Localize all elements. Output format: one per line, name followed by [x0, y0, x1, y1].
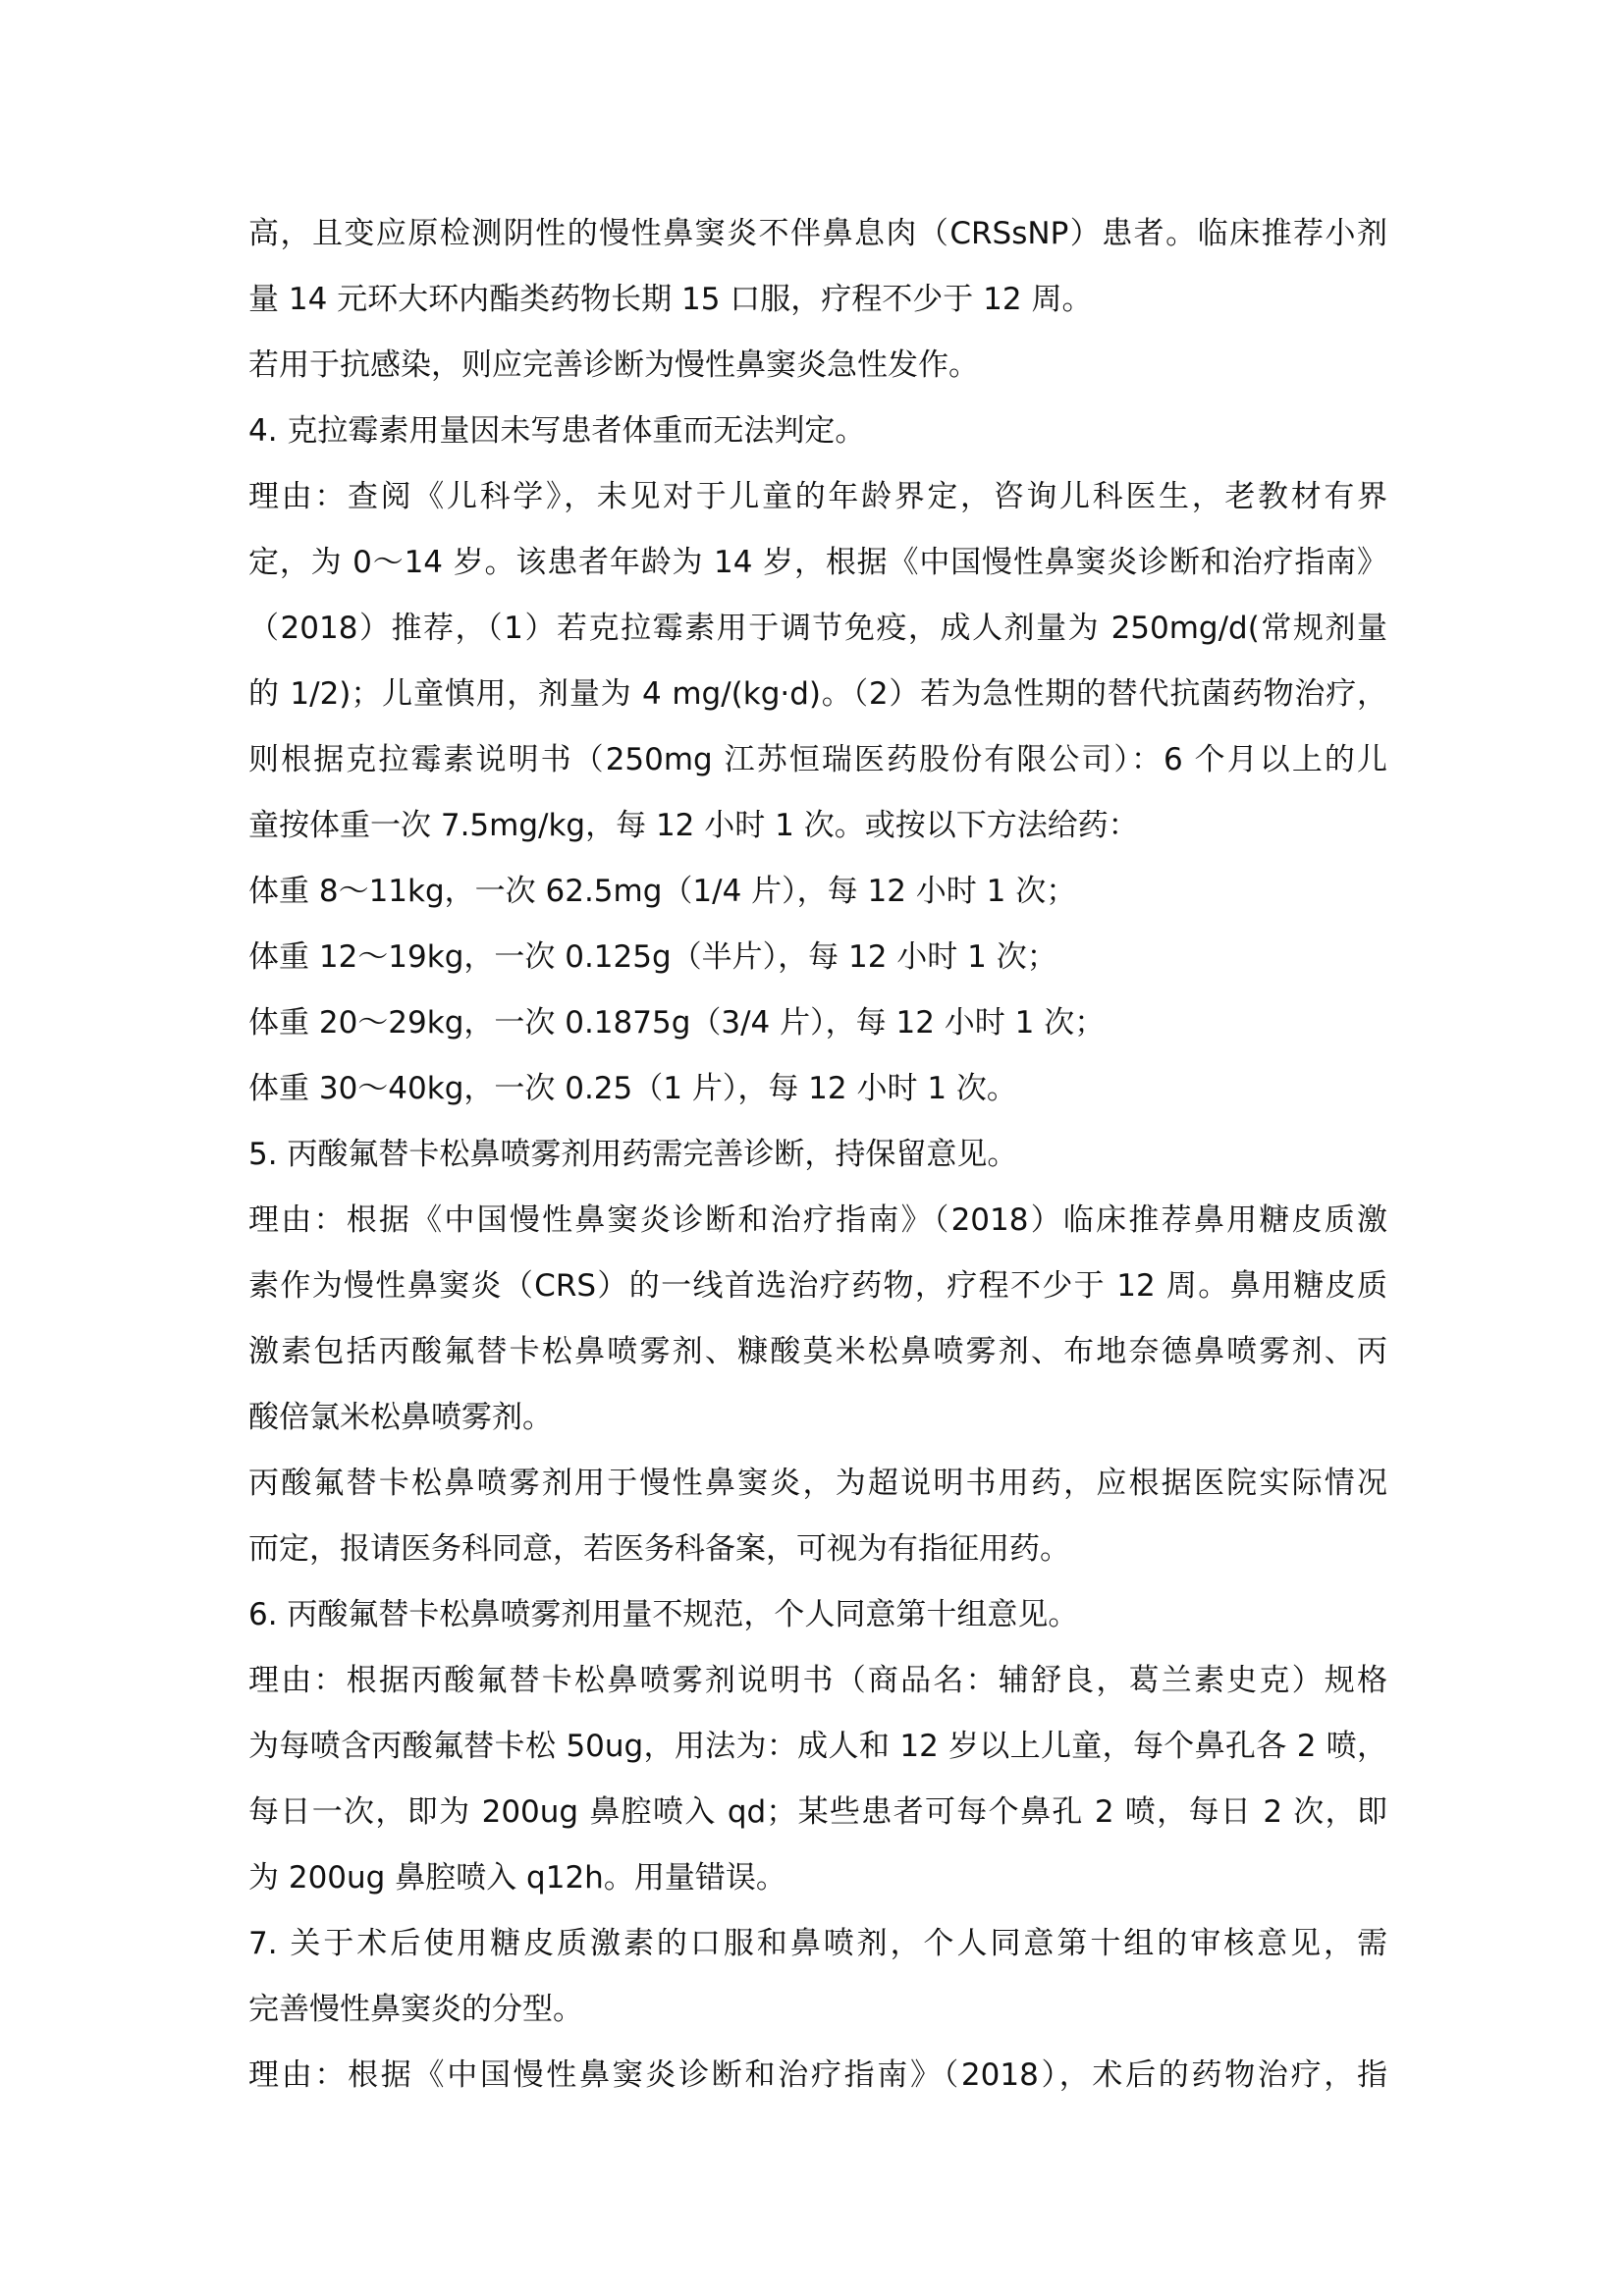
- text-line: 的 1/2)；儿童慎用，剂量为 4 mg/(kg·d)。（2）若为急性期的替代抗菌药物治疗，: [248, 676, 1387, 712]
- text-line: 理由：根据《中国慢性鼻窦炎诊断和治疗指南》（2018），术后的药物治疗，指: [248, 2057, 1387, 2093]
- text-line: 理由：查阅《儿科学》，未见对于儿童的年龄界定，咨询儿科医生，老教材有界: [248, 479, 1387, 514]
- text-line: 则根据克拉霉素说明书（250mg 江苏恒瑞医药股份有限公司）：6 个月以上的儿: [248, 742, 1387, 777]
- text-line: 为每喷含丙酸氟替卡松 50ug，用法为：成人和 12 岁以上儿童，每个鼻孔各 2 喷，: [248, 1729, 1387, 1764]
- text-line: 4. 克拉霉素用量因未写患者体重而无法判定。: [248, 413, 866, 449]
- text-line: 完善慢性鼻窦炎的分型。: [248, 1992, 583, 2027]
- text-line: 6. 丙酸氟替卡松鼻喷雾剂用量不规范，个人同意第十组意见。: [248, 1597, 1079, 1632]
- text-line: 5. 丙酸氟替卡松鼻喷雾剂用药需完善诊断，持保留意见。: [248, 1137, 1018, 1172]
- text-line: 素作为慢性鼻窦炎（CRS）的一线首选治疗药物，疗程不少于 12 周。鼻用糖皮质: [248, 1268, 1387, 1304]
- text-line: 7. 关于术后使用糖皮质激素的口服和鼻喷剂，个人同意第十组的审核意见，需: [248, 1926, 1387, 1961]
- text-line: 激素包括丙酸氟替卡松鼻喷雾剂、糠酸莫米松鼻喷雾剂、布地奈德鼻喷雾剂、丙: [248, 1334, 1387, 1369]
- text-line: 体重 30～40kg，一次 0.25（1 片），每 12 小时 1 次。: [248, 1071, 1017, 1106]
- text-line: 理由：根据《中国慢性鼻窦炎诊断和治疗指南》（2018）临床推荐鼻用糖皮质激: [248, 1202, 1387, 1238]
- text-line: 为 200ug 鼻腔喷入 q12h。用量错误。: [248, 1860, 786, 1896]
- text-line: 体重 8～11kg，一次 62.5mg（1/4 片），每 12 小时 1 次；: [248, 874, 1077, 909]
- document-page: [248, 201, 1387, 2109]
- text-line: 童按体重一次 7.5mg/kg，每 12 小时 1 次。或按以下方法给药：: [248, 808, 1139, 843]
- text-line: 量 14 元环大环内酯类药物长期 15 口服，疗程不少于 12 周。: [248, 282, 1093, 317]
- text-line: 体重 20～29kg，一次 0.1875g（3/4 片），每 12 小时 1 次；: [248, 1005, 1106, 1041]
- text-line: （2018）推荐，（1）若克拉霉素用于调节免疫，成人剂量为 250mg/d(常规剂量: [248, 611, 1387, 646]
- text-line: 高，且变应原检测阴性的慢性鼻窦炎不伴鼻息肉（CRSsNP）患者。临床推荐小剂: [248, 216, 1387, 251]
- text-line: 若用于抗感染，则应完善诊断为慢性鼻窦炎急性发作。: [248, 347, 979, 383]
- text-line: 体重 12～19kg，一次 0.125g（半片），每 12 小时 1 次；: [248, 939, 1057, 975]
- text-line: 定，为 0～14 岁。该患者年龄为 14 岁，根据《中国慢性鼻窦炎诊断和治疗指南》: [248, 545, 1387, 580]
- text-line: 理由：根据丙酸氟替卡松鼻喷雾剂说明书（商品名：辅舒良，葛兰素史克）规格: [248, 1663, 1387, 1698]
- text-line: 丙酸氟替卡松鼻喷雾剂用于慢性鼻窦炎，为超说明书用药，应根据医院实际情况: [248, 1466, 1387, 1501]
- text-line: 而定，报请医务科同意，若医务科备案，可视为有指征用药。: [248, 1531, 1070, 1567]
- text-line: 酸倍氯米松鼻喷雾剂。: [248, 1400, 553, 1435]
- text-line: 每日一次，即为 200ug 鼻腔喷入 qd；某些患者可每个鼻孔 2 喷，每日 2 次，即: [248, 1794, 1387, 1830]
